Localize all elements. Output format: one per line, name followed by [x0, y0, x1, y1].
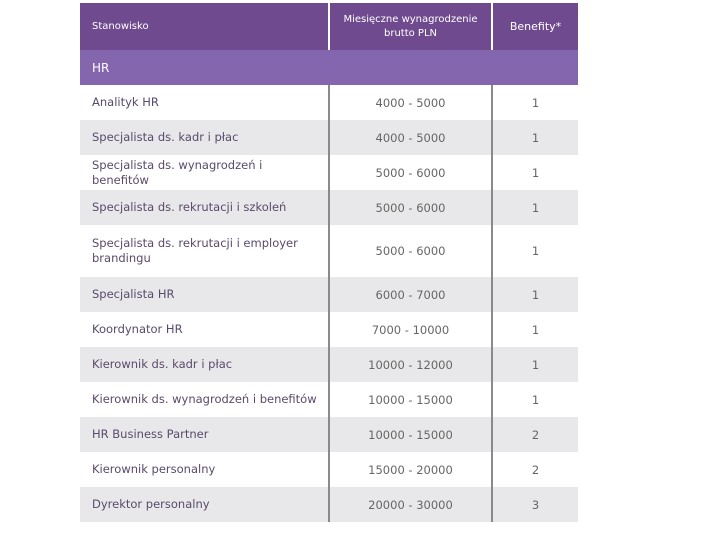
- table-row: [80, 225, 578, 277]
- cell-benefits: 1: [531, 392, 540, 407]
- cell-benefits: 2: [492, 417, 578, 452]
- section-label: HR: [80, 50, 578, 85]
- table-row: [80, 487, 578, 522]
- cell-benefits: 3: [492, 487, 578, 522]
- cell-position: Specjalista HR: [80, 277, 329, 312]
- cell-benefits: 1: [531, 95, 540, 110]
- cell-salary: 20000 - 30000: [329, 487, 492, 522]
- table-row: [80, 85, 578, 120]
- header-salary: Miesięczne wynagrodzenie brutto PLN: [329, 3, 492, 50]
- header-benefits: Benefity*: [492, 3, 578, 50]
- table-row: [80, 312, 578, 347]
- cell-position: Specjalista ds. kadr i płac: [80, 120, 329, 155]
- cell-benefits: 1: [492, 120, 578, 155]
- cell-position: Dyrektor personalny: [80, 487, 329, 522]
- cell-salary: 5000 - 6000: [329, 225, 492, 277]
- cell-benefits: 1: [531, 322, 540, 337]
- cell-benefits: 2: [531, 462, 540, 477]
- table-row: [80, 382, 578, 417]
- cell-position: Koordynator HR: [92, 322, 183, 336]
- cell-position: Analityk HR: [92, 95, 159, 109]
- table-row: [80, 120, 578, 155]
- header-position: Stanowisko: [80, 3, 329, 50]
- cell-position: Specjalista ds. rekrutacji i employer brandingu: [92, 236, 298, 265]
- cell-benefits: 1: [531, 165, 540, 180]
- cell-position: HR Business Partner: [80, 417, 329, 452]
- table-row: [80, 277, 578, 312]
- cell-salary: 10000 - 15000: [329, 382, 492, 417]
- cell-benefits: 1: [492, 190, 578, 225]
- cell-salary: 5000 - 6000: [329, 190, 492, 225]
- cell-position: Kierownik ds. kadr i płac: [80, 347, 329, 382]
- cell-position: Specjalista ds. rekrutacji i szkoleń: [80, 190, 329, 225]
- cell-salary: 6000 - 7000: [329, 277, 492, 312]
- cell-salary: 10000 - 15000: [329, 417, 492, 452]
- cell-salary: 15000 - 20000: [329, 452, 492, 487]
- section-row: [80, 50, 578, 85]
- cell-salary: 7000 - 10000: [329, 312, 492, 347]
- table-row: [80, 155, 578, 190]
- table-row: [80, 190, 578, 225]
- cell-position: Kierownik personalny: [92, 462, 216, 476]
- table-row: [80, 417, 578, 452]
- cell-benefits: 1: [492, 277, 578, 312]
- cell-salary: 10000 - 12000: [329, 347, 492, 382]
- cell-benefits: 1: [492, 347, 578, 382]
- table-header-row: [80, 3, 578, 50]
- cell-position: Kierownik ds. wynagrodzeń i benefitów: [92, 392, 317, 406]
- cell-benefits: 1: [531, 244, 540, 258]
- cell-salary: 4000 - 5000: [329, 120, 492, 155]
- salary-table: [80, 3, 578, 522]
- cell-position: Specjalista ds. wynagrodzeń i benefitów: [92, 157, 263, 187]
- cell-salary: 5000 - 6000: [329, 155, 492, 190]
- table-row: [80, 347, 578, 382]
- table-row: [80, 452, 578, 487]
- cell-salary: 4000 - 5000: [329, 85, 492, 120]
